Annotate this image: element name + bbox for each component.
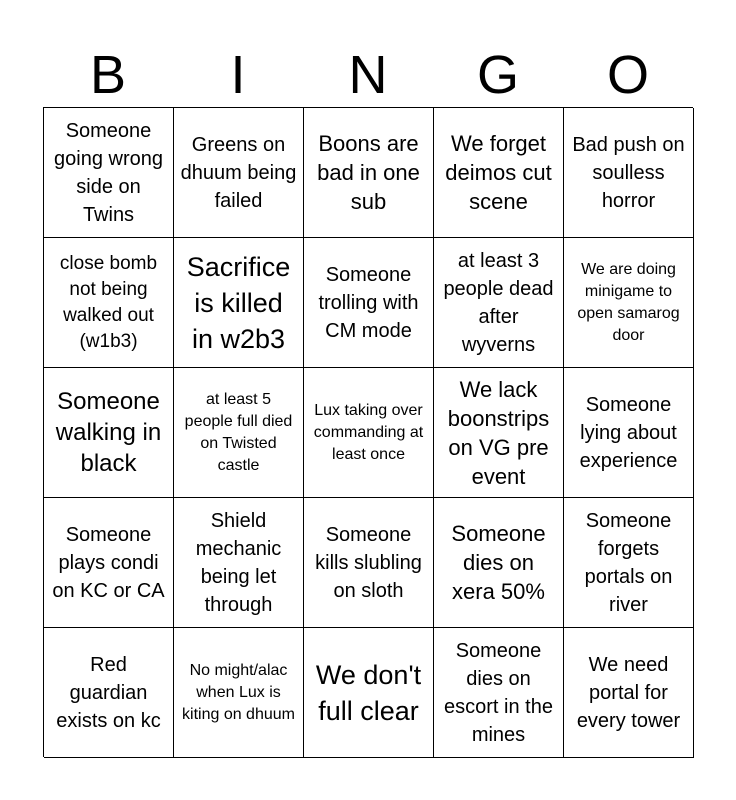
title-letter-i: I: [230, 45, 246, 105]
bingo-title: [43, 42, 693, 108]
cell-text: Someone plays condi on KC or CA: [52, 523, 165, 602]
bingo-cell[interactable]: [434, 628, 564, 758]
bingo-cell[interactable]: [174, 108, 304, 238]
bingo-cell[interactable]: [434, 108, 564, 238]
cell-text: Lux taking over commanding at least once: [313, 401, 424, 463]
cell-text: Someone walking in black: [55, 388, 162, 477]
bingo-cell[interactable]: [174, 238, 304, 368]
bingo-cell[interactable]: [564, 628, 694, 758]
bingo-cell[interactable]: [434, 498, 564, 628]
cell-text: Sacrifice is killed in w2b3: [186, 251, 291, 354]
bingo-cell[interactable]: [304, 368, 434, 498]
title-letter-g: G: [476, 45, 519, 105]
bingo-cell[interactable]: [304, 628, 434, 758]
bingo-cell[interactable]: [304, 238, 434, 368]
bingo-cell[interactable]: [564, 108, 694, 238]
cell-text: Someone lying about experience: [579, 393, 678, 472]
cell-text: Shield mechanic being let through: [195, 509, 282, 616]
bingo-cell[interactable]: [564, 368, 694, 498]
bingo-cell[interactable]: [44, 368, 174, 498]
cell-text: No might/alac when Lux is kiting on dhuum: [182, 661, 295, 723]
bingo-board: [43, 107, 693, 757]
title-letter-b: B: [89, 45, 127, 105]
cell-text: at least 3 people dead after wyverns: [443, 249, 554, 356]
cell-text: We lack boonstrips on VG pre event: [447, 376, 550, 489]
bingo-cell[interactable]: [174, 498, 304, 628]
cell-text: Red guardian exists on kc: [56, 653, 161, 732]
cell-text: Someone trolling with CM mode: [318, 263, 419, 342]
bingo-cell[interactable]: [44, 108, 174, 238]
cell-text: Someone kills slubling on sloth: [315, 523, 422, 602]
title-letter-o: O: [606, 45, 649, 105]
bingo-cell[interactable]: [174, 368, 304, 498]
cell-text: Someone forgets portals on river: [584, 509, 673, 616]
bingo-cell[interactable]: [44, 498, 174, 628]
cell-text: We are doing minigame to open samarog door: [577, 260, 680, 344]
cell-text: We forget deimos cut scene: [445, 131, 552, 214]
cell-text: Someone dies on xera 50%: [451, 521, 546, 604]
bingo-cell[interactable]: [44, 238, 174, 368]
cell-text: Boons are bad in one sub: [317, 131, 420, 214]
cell-text: Someone going wrong side on Twins: [54, 119, 163, 226]
cell-text: at least 5 people full died on Twisted castle: [184, 390, 293, 474]
bingo-cell[interactable]: [564, 238, 694, 368]
cell-text: Bad push on soulless horror: [572, 133, 685, 212]
bingo-cell[interactable]: [174, 628, 304, 758]
bingo-cell[interactable]: [434, 368, 564, 498]
cell-text: We don't full clear: [315, 659, 422, 726]
cell-text: close bomb not being walked out (w1b3): [59, 252, 158, 352]
cell-text: Someone dies on escort in the mines: [444, 639, 553, 746]
bingo-cell[interactable]: [564, 498, 694, 628]
bingo-cell[interactable]: [304, 108, 434, 238]
bingo-cell[interactable]: [434, 238, 564, 368]
title-letter-n: N: [348, 45, 388, 105]
cell-text: Greens on dhuum being failed: [180, 133, 297, 212]
cell-text: We need portal for every tower: [576, 653, 681, 732]
bingo-cell[interactable]: [44, 628, 174, 758]
bingo-cell[interactable]: [304, 498, 434, 628]
